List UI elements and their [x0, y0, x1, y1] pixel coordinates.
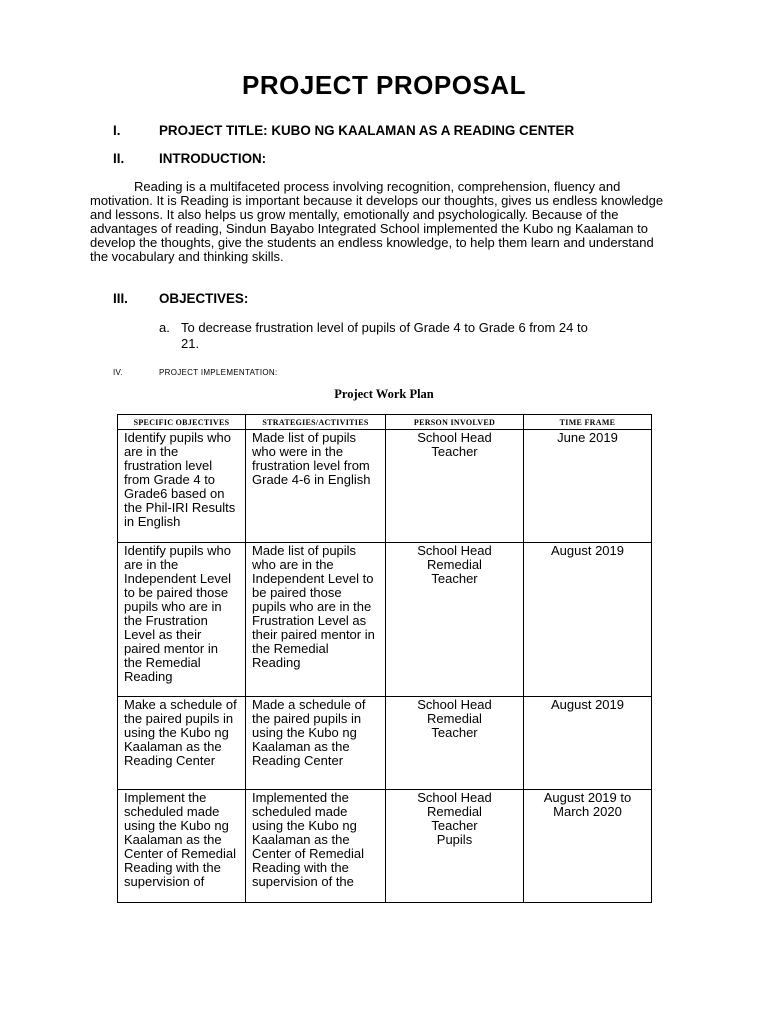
- table-header-row: [118, 415, 652, 430]
- header-time-frame: TIME FRAME: [524, 415, 652, 430]
- objective-item: [159, 320, 659, 352]
- header-specific-objectives: SPECIFIC OBJECTIVES: [118, 415, 246, 430]
- person: Pupils: [436, 832, 473, 847]
- person: School Head: [417, 697, 492, 712]
- cell-strategy: Made a schedule of the paired pupils in using the Kubo ng Kaalaman as the Reading Center: [246, 697, 386, 790]
- cell-persons: [386, 543, 524, 697]
- table-row: [118, 430, 652, 543]
- person: Remedial: [427, 711, 482, 726]
- section-label: PROJECT TITLE: KUBO NG KAALAMAN AS A READING CENTER: [159, 123, 575, 138]
- section-project-title: [113, 123, 574, 138]
- table-row: [118, 543, 652, 697]
- cell-objective: Identify pupils who are in the frustration level from Grade 4 to Grade6 based on the Phil-IRI Results in English: [118, 430, 246, 543]
- table-row: [118, 790, 652, 903]
- person: Teacher: [431, 818, 478, 833]
- cell-time: August 2019 to March 2020: [524, 790, 652, 903]
- person: School Head: [417, 543, 492, 558]
- introduction-paragraph: [90, 180, 670, 264]
- cell-persons: [386, 430, 524, 543]
- objective-line-2: 21.: [181, 336, 200, 351]
- section-label: OBJECTIVES:: [159, 291, 249, 306]
- section-implementation: [113, 368, 277, 377]
- header-person-involved: PERSON INVOLVED: [386, 415, 524, 430]
- cell-strategy: Made list of pupils who are in the Independent Level to be paired those pupils who are in the Frustration Level as their paired mentor in the Remedial Reading: [246, 543, 386, 697]
- section-introduction: [113, 151, 266, 166]
- cell-objective: Implement the scheduled made using the Kubo ng Kaalaman as the Center of Remedial Reading with the supervision of: [118, 790, 246, 903]
- cell-time: August 2019: [524, 697, 652, 790]
- person: School Head: [417, 790, 492, 805]
- person: School Head: [417, 430, 492, 445]
- work-plan-table: [117, 414, 652, 903]
- section-number: I.: [113, 123, 121, 138]
- work-plan-title: Project Work Plan: [334, 387, 434, 401]
- section-number: III.: [113, 291, 128, 306]
- section-objectives: [113, 291, 248, 306]
- objective-letter: a.: [159, 320, 170, 335]
- person: Teacher: [431, 444, 478, 459]
- table-row: [118, 697, 652, 790]
- section-label: INTRODUCTION:: [159, 151, 267, 166]
- person: Remedial: [427, 804, 482, 819]
- header-strategies-activities: STRATEGIES/ACTIVITIES: [246, 415, 386, 430]
- cell-objective: Make a schedule of the paired pupils in using the Kubo ng Kaalaman as the Reading Center: [118, 697, 246, 790]
- introduction-text: Reading is a multifaceted process involving recognition, comprehension, fluency and motivation. It is Reading is important because it develops our thoughts, gives us endless knowledge and lessons. It also helps us grow mentally, emotionally and psychologically. Because of the advantages of reading, Sindun Bayabo Integrated School implemented the Kubo ng Kaalaman to develop the thoughts, give the students an endless knowledge, to help them learn and understand the vocabulary and thinking skills.: [90, 179, 664, 264]
- cell-objective: Identify pupils who are in the Independent Level to be paired those pupils who are in the Frustration Level as their paired mentor in the Remedial Reading: [118, 543, 246, 697]
- person: Remedial: [427, 557, 482, 572]
- cell-time: June 2019: [524, 430, 652, 543]
- person: Teacher: [431, 571, 478, 586]
- page-title: PROJECT PROPOSAL: [242, 70, 526, 100]
- person: Teacher: [431, 725, 478, 740]
- cell-strategy: Implemented the scheduled made using the Kubo ng Kaalaman as the Center of Remedial Reading with the supervision of the: [246, 790, 386, 903]
- section-number: II.: [113, 151, 125, 166]
- cell-persons: [386, 790, 524, 903]
- cell-persons: [386, 697, 524, 790]
- objective-line-1: To decrease frustration level of pupils of Grade 4 to Grade 6 from 24 to: [181, 320, 588, 335]
- section-number: IV.: [113, 368, 123, 377]
- cell-time: August 2019: [524, 543, 652, 697]
- section-label: PROJECT IMPLEMENTATION:: [159, 368, 278, 377]
- cell-strategy: Made list of pupils who were in the frustration level from Grade 4-6 in English: [246, 430, 386, 543]
